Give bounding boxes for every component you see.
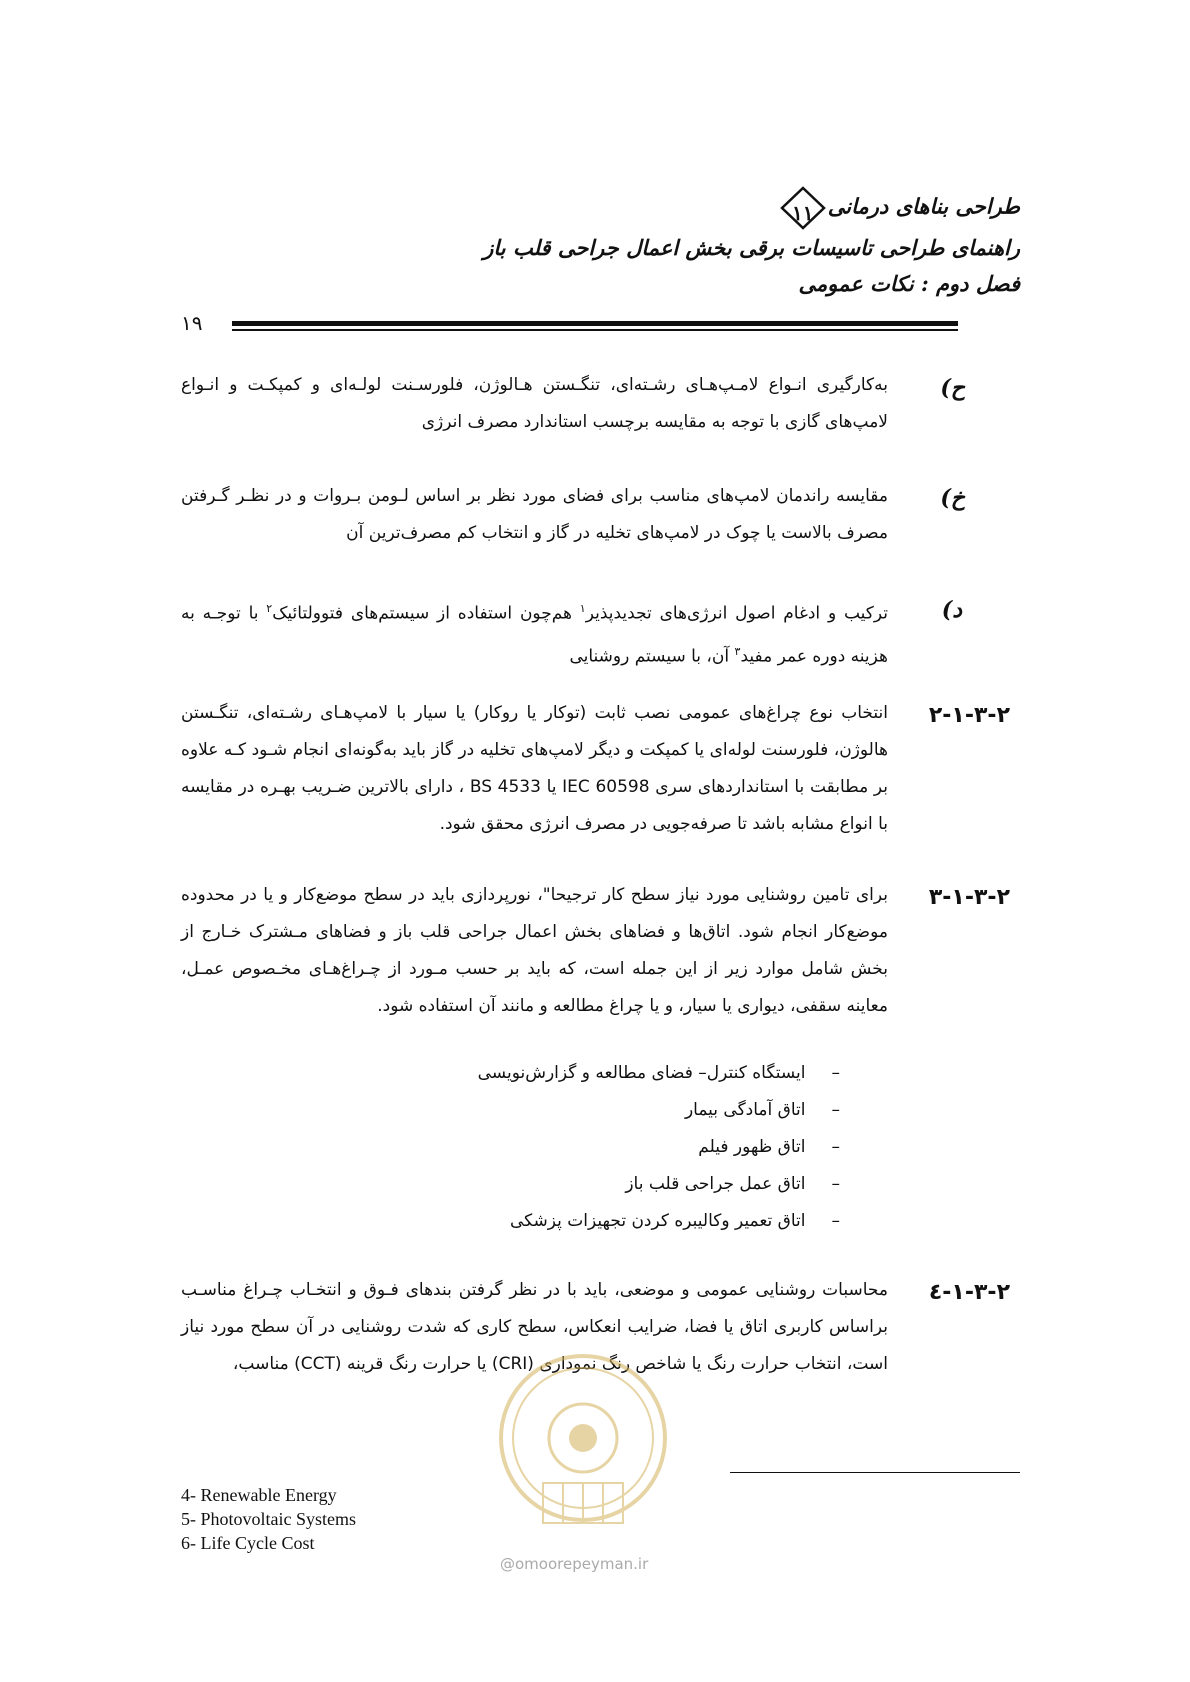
book-title: طراحی بناهای درمانی [827,193,1020,219]
section-text: انتخاب نوع چراغ‌های عمومی نصب ثابت (توکار یا روکار) یا سیار با لامپ‌هـای رشـته‌ای، تنگـستن هالوژن، فلورسنت لوله‌ای یا کمپکت و دیگر لامپ‌های تخلیه در گاز باید به‌گونه‌ای انجام شـود کـه علاوه بر مطابقت با استانداردهای سری IEC 60598 یا BS 4533 ، دارای بالاترین ضـریب بهـره در مقایسه با انواع مشابه باشد تا صرفه‌جویی در مصرف انرژی محقق شود. [181,703,888,834]
footnote-rule [730,1472,1020,1473]
list-item: – اتاق ظهور فیلم [478,1129,840,1166]
at-icon: @ [500,1555,515,1573]
item-marker: خ) [940,485,965,511]
header-rule-thick [232,321,958,326]
watermark-seal-icon [493,1343,673,1547]
guide-title: راهنمای طراحی تاسیسات برقی بخش اعمال جراحی قلب باز [483,235,1020,260]
section-number: ٢-٣-١-٢ [928,703,1010,728]
item-text-part: با توجـه به هزینه دوره عمر مفید [181,603,888,667]
item-text-part: آن، با سیستم روشنایی [569,646,735,667]
section-text: محاسبات روشنایی عمومی و موضعی، باید با در نظر گرفتن بندهای فـوق و انتخـاب چـراغ مناسـب براساس کاربری اتاق یا فضا، ضرایب انعکاس، سطح کاری که شدت روشنایی در آن سطح مورد نیاز است، انتخاب حرارت رنگ یا شاخص رنگ نموداری (CRI) یا حرارت رنگ قرینه (CCT) مناسب، [181,1280,888,1374]
footnote-ref: ٢ [266,602,273,615]
header-rule-thin [232,329,958,331]
footnote: 4- Renewable Energy [181,1485,337,1505]
header-line-1 [483,186,1020,230]
watermark-url [500,1555,648,1573]
volume-number: ١١ [792,201,814,225]
footnote: 6- Life Cycle Cost [181,1533,315,1553]
section-text: برای تامین روشنایی مورد نیاز سطح کار ترجیحا"، نورپردازی باید در سطح موضع‌کار و یا در محدوده موضع‌کار انجام شود. اتاق‌ها و فضاهای بخش اعمال جراحی قلب باز و فضاهای مـشترک خـارج از بخش شامل موارد زیر از این جمله است، که باید بر حسب مـورد از چـراغ‌هـای مخـصوص عمـل، معاینه سقفی، دیواری یا سیار، و یا چراغ مطالعه و مانند آن استفاده شود. [181,885,888,1016]
footnote-ref: ٣ [734,644,741,658]
footnote-ref: ١ [579,602,586,615]
item-text: به‌کارگیری انـواع لامـپ‌هـای رشـته‌ای، تنگـستن هـالوژن، فلورسـنت لولـه‌ای و کمپکـت و انـواع لامپ‌های گازی با توجه به مقایسه برچسب استاندارد مصرف انرژی [181,375,888,432]
chapter-title: فصل دوم : نکات عمومی [798,271,1020,296]
watermark-text: omoorepeyman.ir [515,1555,649,1573]
list-item: – اتاق آمادگی بیمار [478,1092,840,1129]
list-item: – اتاق عمل جراحی قلب باز [478,1166,840,1203]
footnote: 5- Photovoltaic Systems [181,1509,356,1529]
item-text: مقایسه راندمان لامپ‌های مناسب برای فضای مورد نظر بر اساس لـومن بـروات و در نظـر گـرفتن مصرف بالاست یا چوک در لامپ‌های تخلیه در گاز و انتخاب کم مصرف‌ترین آن [181,486,888,543]
page-number: ١٩ [181,311,203,335]
list-item: – اتاق تعمیر وکالیبره کردن تجهیزات پزشکی [478,1203,840,1240]
volume-badge [780,186,826,230]
section-number: ٢-٣-١-٤ [928,1280,1010,1305]
list-item: – ایستگاه کنترل– فضای مطالعه و گزارش‌نویسی [478,1055,840,1092]
item-text [181,590,888,675]
section-number: ٢-٣-١-٣ [928,885,1010,910]
item-text-part: ترکیب و ادغام اصول انرژی‌های تجدیدپذیر [585,603,888,624]
item-text-part: هم‌چون استفاده از سیستم‌های فتوولتائیک [272,603,580,624]
room-list [478,1055,840,1240]
chapter-header [483,186,1020,302]
item-marker: د) [941,597,962,623]
item-marker: ح) [940,375,965,401]
footnotes [181,1483,356,1555]
